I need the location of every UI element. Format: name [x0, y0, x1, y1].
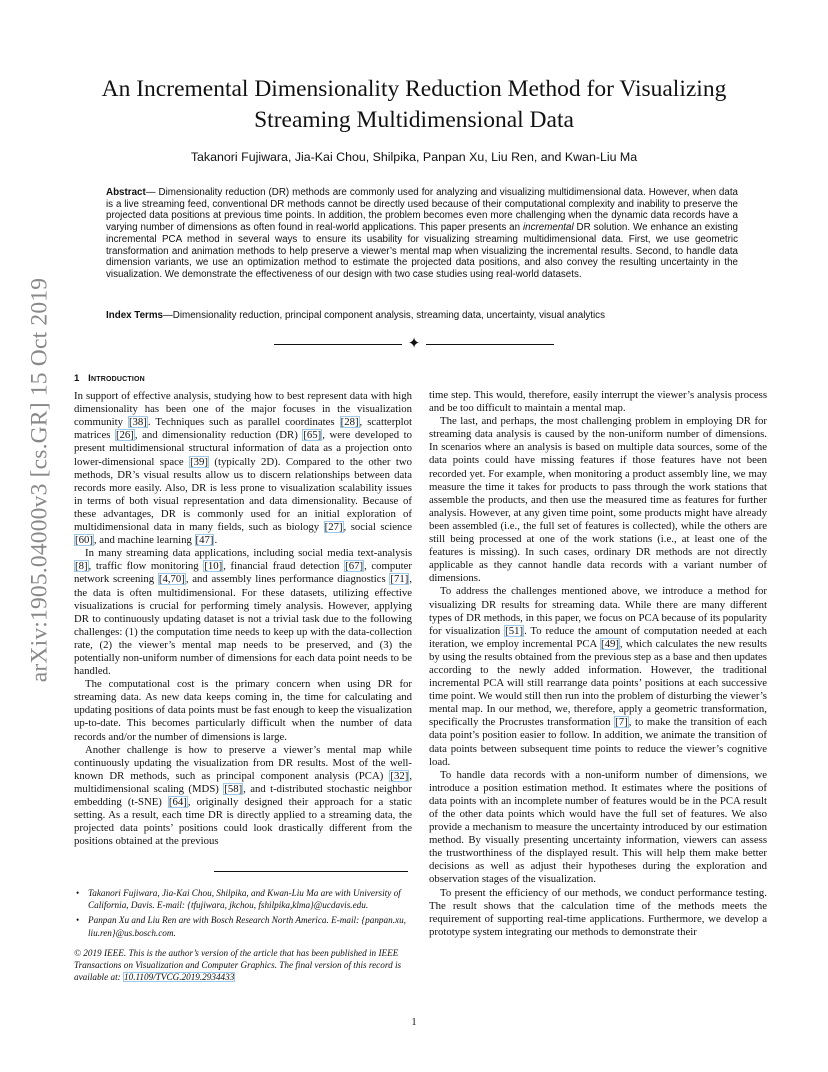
copyright-notice	[74, 947, 412, 984]
citation-link[interactable]: [38]	[128, 416, 147, 429]
copyright-text: © 2019 IEEE. This is the author’s version of the article that has been published in IEEE Transactions on Visualization and Computer Graphics. The final version of this record is available at:	[74, 947, 402, 983]
paragraph-right-1: time step. This would, therefore, easily interrupt the viewer’s analysis process and be too difficult to maintain a mental map.	[429, 389, 767, 415]
title-line-1: An Incremental Dimensionality Reduction Method for Visualizing	[101, 76, 727, 102]
diamond-star-icon: ✦	[407, 336, 421, 352]
citation-link[interactable]: [4,70]	[158, 573, 185, 586]
page-number: 1	[411, 1017, 417, 1028]
citation-link[interactable]: [32]	[390, 769, 409, 782]
index-terms	[106, 310, 738, 322]
paragraph-left-1: In support of effective analysis, studying how to best represent data with high dimensionality has been one of the major focuses in the visualization community [38]. Techniques such as parallel coordinates [28], scatterplot matrices [26], and dimensionality reduction (DR) [65], were developed to present multidimensional structural information of data as a projection onto lower-dimensional space [39] (typically 2D). Compared to the other two methods, DR’s visual results allow us to discern relationships between data records more easily. Also, DR is less prone to visualization scalability issues in terms of both visual representation and data dimensionality. Because of these advantages, DR is commonly used for an initial exploration of multidimensional data in many fields, such as biology [27], social science [60], and machine learning [47].	[74, 390, 413, 547]
citation-link[interactable]: [27]	[324, 521, 343, 534]
paper-title	[60, 74, 768, 136]
index-terms-label: Index Terms	[106, 310, 163, 321]
citation-link[interactable]: [39]	[190, 455, 209, 468]
footnote-text: Panpan Xu and Liu Ren are with Bosch Research North America. E-mail: {panpan.xu, liu.ren}@us.bosch.com.	[88, 915, 406, 938]
citation-link[interactable]: [28]	[340, 416, 359, 429]
paragraph-left-2: In many streaming data applications, including social media text-analysis [8], traffic flow monitoring [10], financial fraud detection [67], computer network screening [4,70], and assembly lines performance diagnostics [71], the data is often multidimensional. For these datasets, utilizing effective visualizations is crucial for performing timely analysis. However, applying DR to continuously updating dataset is not a trivial task due to the following challenges: (1) the computation time needs to keep up with the data-collection rate, (2) the viewer’s mental map needs to be preserved, and (3) the potentially non-uniform number of dimensions for each data point needs to be handled.	[74, 547, 413, 678]
citation-link[interactable]: [71]	[390, 573, 409, 586]
paragraph-right-2: The last, and perhaps, the most challenging problem in employing DR for streaming data analysis is caused by the non-uniform number of dimensions. In scenarios where an analysis is based on multiple data sources, some of the data points could have missing features if those features have not been recorded yet. For example, when monitoring a product assembly line, we may measure the time it takes for products to pass through the work stations that assemble the products, and then use the measured time as features for further analysis. However, at any given time point, some products might have already been assembled (i.e., the full set of features is collected), while the others are still being processed at one of the work stations (i.e., at least one of the features is missing). In such cases, ordinary DR methods are not directly applicable as they cannot handle data records with a variant number of dimensions.	[429, 415, 767, 585]
footnote-affiliation-ucdavis	[74, 887, 412, 911]
author-list: Takanori Fujiwara, Jia-Kai Chou, Shilpika, Panpan Xu, Liu Ren, and Kwan-Liu Ma	[190, 150, 638, 164]
footnote-text: Takanori Fujiwara, Jia-Kai Chou, Shilpika, and Kwan-Liu Ma are with University of California, Davis. E-mail: {tfujiwara, jkchou, fshilpika,klma}@ucdavis.edu.	[88, 888, 401, 911]
paragraph-left-4: Another challenge is how to preserve a viewer’s mental map while continuously updating the visualization from DR results. Most of the well-known DR methods, such as principal component analysis (PCA) [32], multidimensional scaling (MDS) [58], and t-distributed stochastic neighbor embedding (t-SNE) [64], originally designed their approach for a static setting. As a result, each time DR is directly applied to a streaming data, the projected data points’ positions could look drastically different from the positions obtained at the previous	[74, 743, 412, 848]
right-column	[429, 389, 767, 939]
citation-link[interactable]: [67]	[345, 560, 364, 573]
paragraph-left-3: The computational cost is the primary concern when using DR for streaming data. As new data keeps coming in, the time for calculating and updating positions of data points must be fast enough to keep the visualization up-to-date. This becomes particularly difficult when the number of data records and/or the number of dimensions is large.	[74, 678, 412, 743]
title-line-2: Streaming Multidimensional Data	[254, 107, 574, 133]
citation-link[interactable]: [8]	[75, 560, 88, 573]
citation-link[interactable]: [60]	[75, 534, 93, 547]
footnote-affiliation-bosch	[74, 914, 412, 938]
citation-link[interactable]: [49]	[600, 637, 619, 650]
abstract-label: Abstract	[106, 187, 146, 198]
separator-line-right	[426, 344, 554, 345]
citation-link[interactable]: [47]	[195, 534, 214, 547]
index-terms-text: —Dimensionality reduction, principal component analysis, streaming data, uncertainty, visual analytics	[163, 310, 605, 321]
abstract-dash: —	[145, 187, 159, 198]
arxiv-identifier-text: arXiv:1905.04000v3 [cs.GR] 15 Oct 2019	[26, 277, 53, 683]
citation-link[interactable]: [64]	[168, 796, 187, 808]
bullet-icon: •	[76, 888, 80, 898]
citation-link[interactable]: [26]	[115, 429, 134, 442]
section-title: Introduction	[88, 373, 145, 384]
abstract-text-2: DR solution. We enhance an existing incremental PCA method in several ways to ensure its usability for visualizing streaming multidimensional data. First, we use geometric transformation and animation methods to help preserve a viewer’s mental map when visualizing the incremental results. Second, to handle data dimension variants, we use an optimization method to estimate the projected data positions, and also convey the resulting uncertainty in the visualization. We demonstrate the effectiveness of our design with two case studies using real-world datasets.	[106, 222, 738, 280]
footnote-rule	[214, 871, 408, 872]
citation-link[interactable]: [65]	[303, 429, 322, 442]
left-column	[74, 372, 412, 848]
bullet-icon: •	[76, 915, 80, 926]
paragraph-right-4: To handle data records with a non-uniform number of dimensions, we introduce a position estimation method. It estimates where the positions of data points with an incomplete number of features would be in the PCA result of the other data points which would have the full set of features. We also provide a mechanism to measure the uncertainty introduced by our estimation method. By visually presenting uncertainty information, viewers can assess the trustworthiness of the displayed result. This will help them make better decisions as well as adjust their hypotheses during the exploration and observation stages of the visualization.	[429, 768, 767, 886]
paragraph-right-5: To present the efficiency of our methods, we conduct performance testing. The result shows that the calculation time of the methods meets the requirement of supporting real-time applications. Furthermore, we develop a prototype system integrating our methods to demonstrate their	[429, 886, 767, 938]
citation-link[interactable]: [7]	[615, 716, 628, 729]
doi-link[interactable]: 10.1109/TVCG.2019.2934433	[124, 972, 235, 983]
section-separator	[274, 336, 554, 354]
abstract-text-1: Dimensionality reduction (DR) methods are commonly used for analyzing and visualizing multidimensional data. However, when data is a live streaming feed, conventional DR methods cannot be directly used because of their computational complexity and inability to preserve the projected data positions at previous time points. In addition, the problem becomes even more challenging when the dynamic data records have a varying number of dimensions as often found in real-world applications. This paper presents an	[106, 187, 738, 234]
section-number: 1	[74, 373, 80, 384]
footnotes	[74, 887, 412, 983]
paragraph-right-3: To address the challenges mentioned above, we introduce a method for visualizing DR results for streaming data. While there are many different types of DR methods, in this paper, we focus on PCA because of its popularity for visualization [51]. To reduce the amount of computation needed at each iteration, we employ incremental PCA [49], which calculates the new results by using the results obtained from the previous step as a base and then updates according to the newly added information. However, the traditional incremental PCA will still rearrange data points’ positions at each successive time point. We would still then run into the problem of disturbing the viewer’s mental map. In our method, we, therefore, apply a geometric transformation, specifically the Procrustes transformation [7], to make the transition of each data point’s position easier to follow. In addition, we animate the transition of data points between subsequent time points to reduce the viewer’s cognitive load.	[429, 585, 767, 768]
citation-link[interactable]: [10]	[204, 560, 223, 573]
separator-line-left	[274, 344, 402, 345]
citation-link[interactable]: [58]	[224, 782, 243, 795]
section-heading-introduction	[74, 372, 412, 385]
abstract-emphasis: incremental	[522, 222, 574, 234]
citation-link[interactable]: [51]	[505, 624, 524, 637]
abstract	[106, 187, 738, 281]
